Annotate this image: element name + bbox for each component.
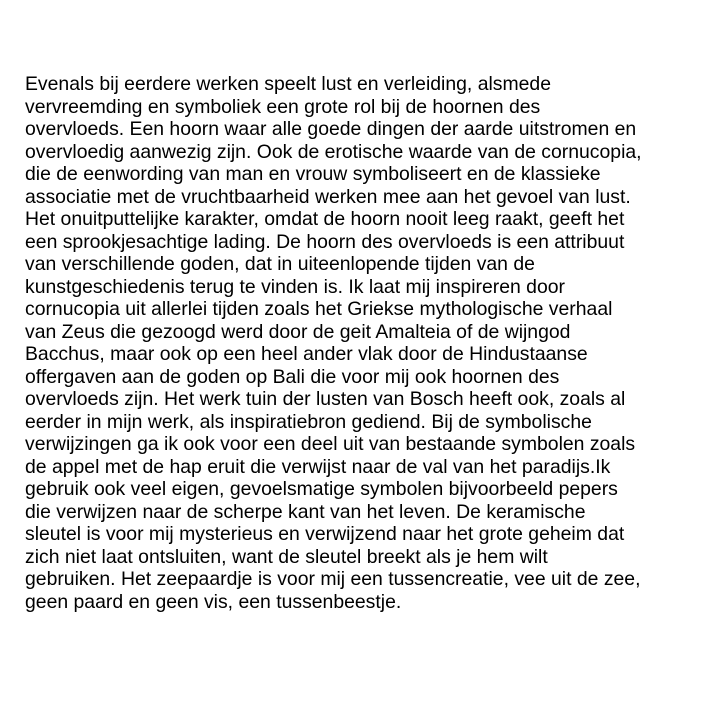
- text-line: Bacchus, maar ook op een heel ander vlak door de Hindustaanse: [25, 343, 588, 365]
- text-line: gebruik ook veel eigen, gevoelsmatige symbolen bijvoorbeeld pepers: [25, 478, 618, 500]
- text-line: cornucopia uit allerlei tijden zoals het Griekse mythologische verhaal: [25, 298, 613, 320]
- text-line: zich niet laat ontsluiten, want de sleutel breekt als je hem wilt: [25, 545, 548, 568]
- text-line: kunstgeschiedenis terug te vinden is. Ik laat mij inspireren door: [25, 275, 565, 298]
- text-line: sleutel is voor mij mysterieus en verwijzend naar het grote geheim dat: [25, 523, 625, 545]
- text-line: een sprookjesachtige lading. De hoorn des overvloeds is een attribuut: [25, 230, 625, 253]
- text-line: overvloedig aanwezig zijn. Ook de erotische waarde van de cornucopia,: [25, 140, 642, 163]
- text-line: associatie met de vruchtbaarheid werken mee aan het gevoel van lust.: [25, 185, 631, 208]
- text-line: die verwijzen naar de scherpe kant van het leven. De keramische: [25, 500, 586, 523]
- text-line: verwijzingen ga ik ook voor een deel uit van bestaande symbolen zoals: [25, 433, 636, 455]
- text-line: eerder in mijn werk, als inspiratiebron gediend. Bij de symbolische: [25, 410, 592, 433]
- text-line: vervreemding en symboliek een grote rol bij de hoornen des: [25, 95, 541, 118]
- text-line: die de eenwording van man en vrouw symboliseert en de klassieke: [25, 163, 601, 185]
- text-line: geen paard en geen vis, een tussenbeestje.: [25, 590, 402, 613]
- text-line: de appel met de hap eruit die verwijst naar de val van het paradijs.Ik: [25, 455, 611, 478]
- text-line: overvloeds zijn. Het werk tuin der lusten van Bosch heeft ook, zoals al: [25, 388, 626, 410]
- text-line: van verschillende goden, dat in uiteenlopende tijden van de: [25, 253, 535, 275]
- text-line: offergaven aan de goden op Bali die voor mij ook hoornen des: [25, 365, 560, 388]
- text-line: overvloeds. Een hoorn waar alle goede dingen der aarde uitstromen en: [25, 118, 637, 140]
- text-line: Evenals bij eerdere werken speelt lust en verleiding, alsmede: [25, 73, 551, 95]
- body-text: [25, 73, 709, 613]
- text-line: gebruiken. Het zeepaardje is voor mij een tussencreatie, vee uit de zee,: [25, 568, 641, 590]
- text-line: Het onuitputtelijke karakter, omdat de hoorn nooit leeg raakt, geeft het: [25, 208, 625, 230]
- text-line: van Zeus die gezoogd werd door de geit Amalteia of de wijngod: [25, 320, 571, 343]
